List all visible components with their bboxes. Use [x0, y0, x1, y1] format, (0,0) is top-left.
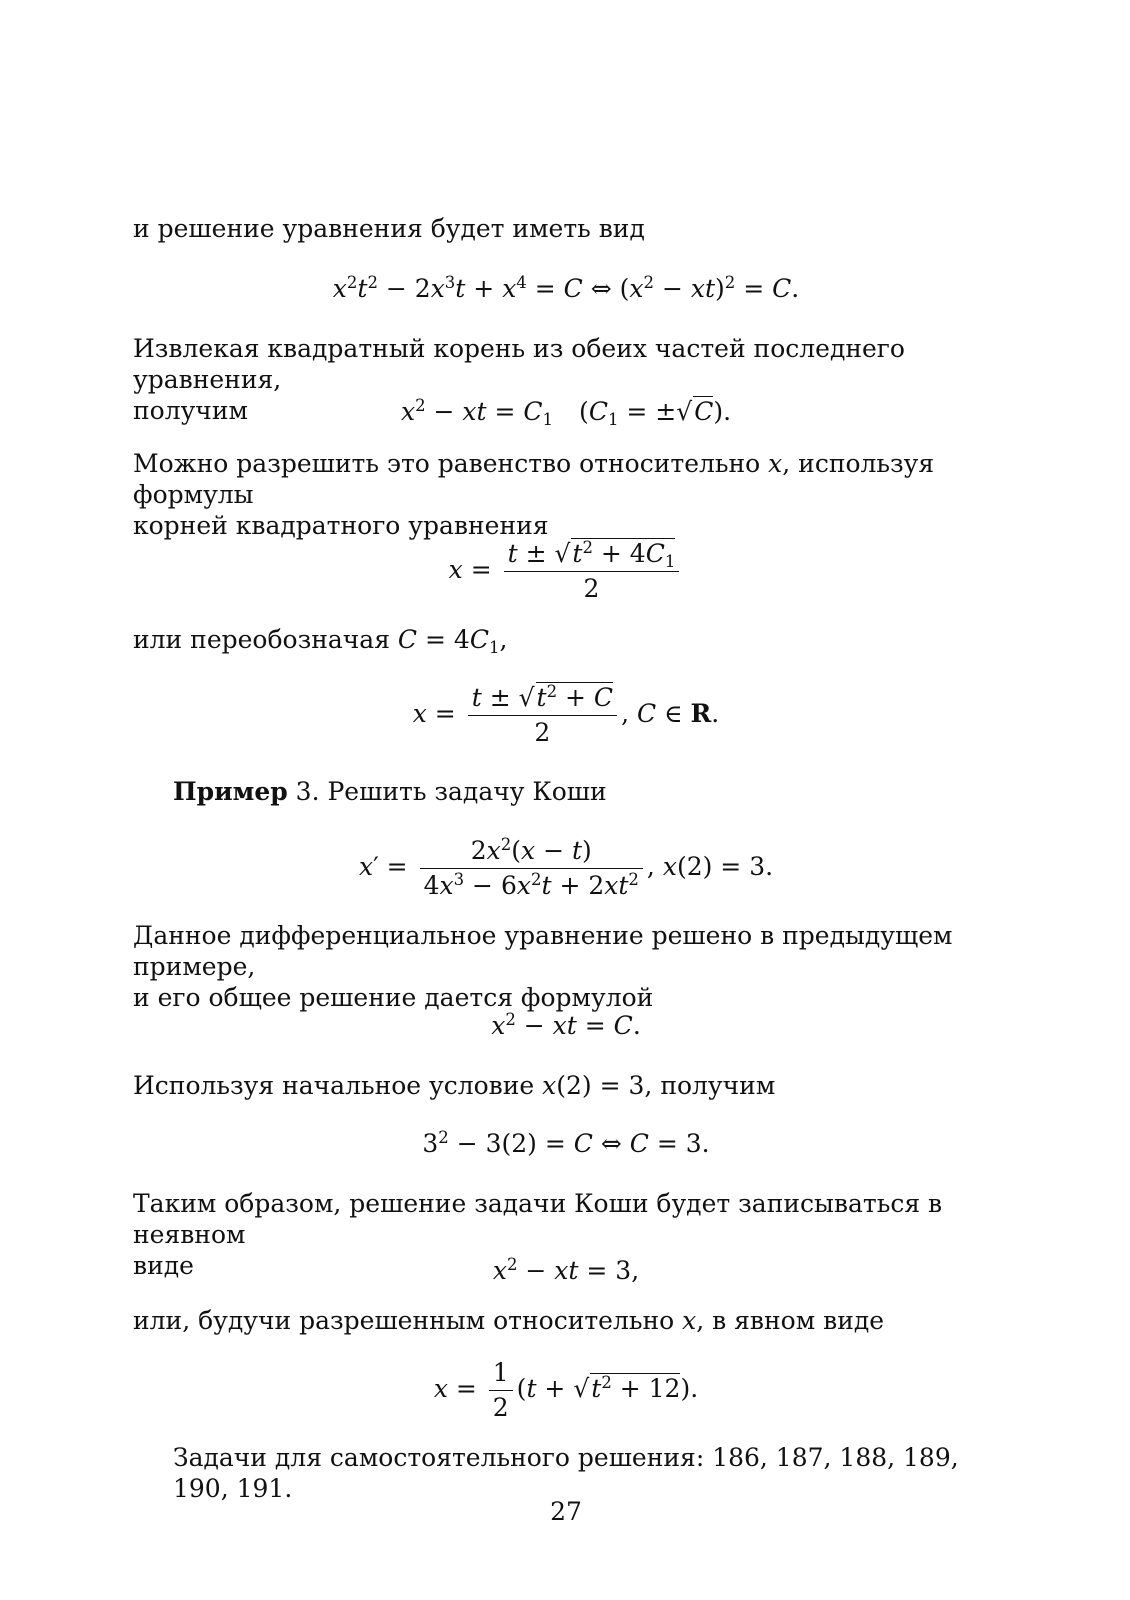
exercises-line: Задачи для самостоятельного решения: 186, 187, 188, 189, 190, 191.	[173, 1443, 959, 1503]
equation-7: $3^2 - 3(2) = C$ ⇔ C = 3.	[422, 1127, 710, 1158]
equation-6: $x^2$ − xt = C.	[491, 1009, 641, 1040]
equation-2: $x^2$ − xt = $C_1$ $(C_1 = \pm√C)$.	[400, 395, 732, 429]
page-number: 27	[550, 1497, 582, 1526]
paragraph: Таким образом, решение задачи Коши будет записываться в неявном виде	[133, 1189, 943, 1280]
equation-3: x = $\frac{t \pm √t^2 + 4C_1}{2}$	[133, 537, 999, 606]
text-line: или переобозначая $C = 4C_1$,	[133, 625, 508, 657]
text-line: и решение уравнения будет иметь вид	[133, 214, 645, 243]
equation-9: x = $\frac{1}{2}$ $(t + √t^2 + 12)$.	[433, 1358, 699, 1422]
paragraph: Можно разрешить это равенство относительно x, используя формулы корней квадратного уравнения	[133, 449, 935, 540]
equation-5: x′ = $\frac{2x^2(x - t)}{4x^3 - 6x^2t + 2xt^2}$ , x(2) = 3.	[358, 834, 774, 900]
paragraph: Данное дифференциальное уравнение решено в предыдущем примере, и его общее решение дается формулой	[133, 921, 953, 1012]
equation-4: x = $\frac{t \pm √t^2 + C}{2}$ , C ∈ R.	[412, 681, 720, 747]
text-line: Используя начальное условие x(2) = 3, получим	[133, 1071, 776, 1100]
text-line: или, будучи разрешенным относительно x, в явном виде	[133, 1306, 885, 1335]
example-heading: Пример 3. Решить задачу Коши	[173, 777, 607, 806]
equation-8: $x^2$ − xt = 3,	[492, 1254, 640, 1285]
paragraph: Извлекая квадратный корень из обеих частей последнего уравнения, получим	[133, 334, 905, 425]
equation-1: $x^2t^2 - 2x^3t + x^4 = C$ ⇔ $(x^2 - xt)^2 = C$.	[332, 272, 800, 303]
